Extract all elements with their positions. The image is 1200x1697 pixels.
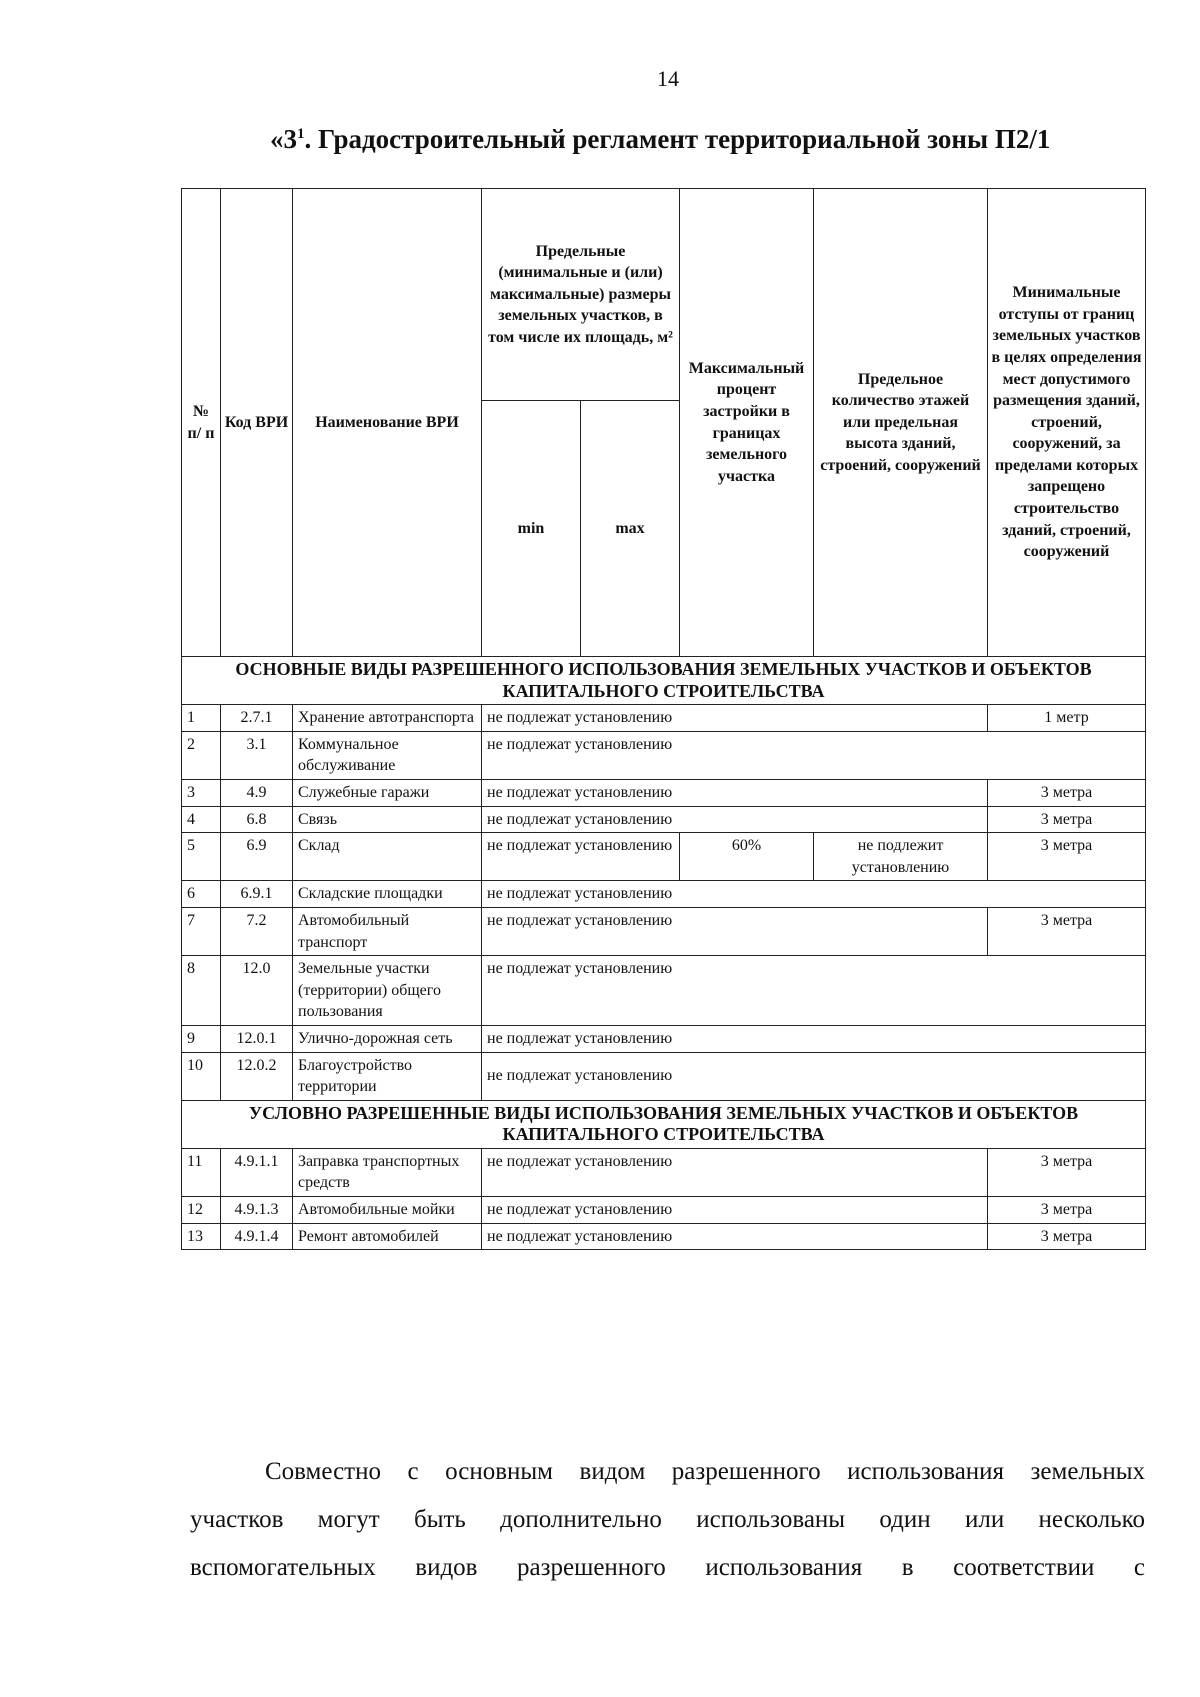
row-setback: 3 метра	[988, 833, 1146, 881]
page-number: 14	[657, 66, 679, 91]
row-code: 4.9.1.1	[221, 1148, 293, 1196]
table-row	[182, 907, 1146, 955]
row-name: Коммунальное обслуживание	[293, 731, 482, 779]
row-code: 3.1	[221, 731, 293, 779]
body-line-3: вспомогательных видов разрешенного использования в соответствии с	[190, 1554, 1145, 1581]
table-row	[182, 705, 1146, 732]
header-name: Наименование ВРИ	[293, 189, 482, 657]
table-row	[182, 1197, 1146, 1224]
heading-superscript: 1	[297, 126, 305, 142]
row-num: 5	[182, 833, 221, 881]
body-line-1: Совместно с основным видом разрешенного использования земельных	[265, 1458, 1145, 1485]
row-name: Склад	[293, 833, 482, 881]
row-percent: 60%	[680, 833, 814, 881]
row-value: не подлежат установлению	[482, 1197, 988, 1224]
row-value: не подлежат установлению	[482, 1148, 988, 1196]
regulation-table	[181, 188, 1146, 1250]
row-num: 4	[182, 806, 221, 833]
table-row	[182, 881, 1146, 908]
body-line-2: участков могут быть дополнительно использованы один или несколько	[190, 1506, 1145, 1533]
row-name: Хранение автотранспорта	[293, 705, 482, 732]
row-value: не подлежат установлению	[482, 806, 988, 833]
row-value: не подлежат установлению	[482, 1052, 1146, 1100]
row-value: не подлежат установлению	[482, 705, 988, 732]
table-row	[182, 833, 1146, 881]
header-num: № п/ п	[182, 189, 221, 657]
row-name: Ремонт автомобилей	[293, 1223, 482, 1250]
row-value: не подлежат установлению	[482, 881, 1146, 908]
row-num: 10	[182, 1052, 221, 1100]
row-name: Автомобильный транспорт	[293, 907, 482, 955]
row-num: 12	[182, 1197, 221, 1224]
row-code: 6.8	[221, 806, 293, 833]
table-row	[182, 1025, 1146, 1052]
section-main-uses: ОСНОВНЫЕ ВИДЫ РАЗРЕШЕННОГО ИСПОЛЬЗОВАНИЯ ЗЕМЕЛЬНЫХ УЧАСТКОВ И ОБЪЕКТОВ КАПИТАЛЬНОГО СТРОИТЕЛЬСТВА	[182, 657, 1146, 705]
row-num: 8	[182, 956, 221, 1026]
heading-text: . Градостроительный регламент территориальной зоны П2/1	[304, 124, 1051, 154]
header-code: Код ВРИ	[221, 189, 293, 657]
row-num: 3	[182, 779, 221, 806]
row-num: 6	[182, 881, 221, 908]
row-setback: 3 метра	[988, 806, 1146, 833]
row-name: Благоустройство территории	[293, 1052, 482, 1100]
row-value: не подлежат установлению	[482, 731, 1146, 779]
heading-prefix: «3	[270, 124, 297, 154]
row-floors: не подлежит установлению	[814, 833, 988, 881]
row-code: 12.0.2	[221, 1052, 293, 1100]
table-row	[182, 1223, 1146, 1250]
row-setback: 3 метра	[988, 907, 1146, 955]
row-num: 1	[182, 705, 221, 732]
row-num: 2	[182, 731, 221, 779]
table-row	[182, 1052, 1146, 1100]
row-code: 4.9.1.4	[221, 1223, 293, 1250]
row-value: не подлежат установлению	[482, 833, 680, 881]
row-num: 11	[182, 1148, 221, 1196]
row-setback: 3 метра	[988, 1223, 1146, 1250]
body-paragraph	[190, 1448, 1145, 1592]
row-code: 6.9	[221, 833, 293, 881]
row-num: 9	[182, 1025, 221, 1052]
section-conditional-uses: УСЛОВНО РАЗРЕШЕННЫЕ ВИДЫ ИСПОЛЬЗОВАНИЯ ЗЕМЕЛЬНЫХ УЧАСТКОВ И ОБЪЕКТОВ КАПИТАЛЬНОГО СТРОИТЕЛЬСТВА	[182, 1100, 1146, 1148]
row-name: Улично-дорожная сеть	[293, 1025, 482, 1052]
row-value: не подлежат установлению	[482, 1223, 988, 1250]
row-name: Служебные гаражи	[293, 779, 482, 806]
table-row	[182, 806, 1146, 833]
row-code: 12.0.1	[221, 1025, 293, 1052]
row-name: Автомобильные мойки	[293, 1197, 482, 1224]
row-code: 6.9.1	[221, 881, 293, 908]
row-setback: 1 метр	[988, 705, 1146, 732]
row-num: 7	[182, 907, 221, 955]
row-code: 2.7.1	[221, 705, 293, 732]
row-name: Земельные участки (территории) общего пользования	[293, 956, 482, 1026]
section-heading	[270, 124, 1050, 155]
header-setback: Минимальные отступы от границ земельных участков в целях определения мест допустимого размещения зданий, строений, сооружений, за пределами которых запрещено строительство зданий, строений, сооружений	[988, 189, 1146, 657]
table-row	[182, 956, 1146, 1026]
row-code: 4.9	[221, 779, 293, 806]
row-value: не подлежат установлению	[482, 907, 988, 955]
table-row	[182, 731, 1146, 779]
header-max: max	[581, 401, 680, 657]
row-code: 4.9.1.3	[221, 1197, 293, 1224]
row-name: Заправка транспортных средств	[293, 1148, 482, 1196]
row-value: не подлежат установлению	[482, 956, 1146, 1026]
row-value: не подлежат установлению	[482, 779, 988, 806]
header-min: min	[482, 401, 581, 657]
row-setback: 3 метра	[988, 1148, 1146, 1196]
header-limits: Предельные (минимальные и (или) максимальные) размеры земельных участков, в том числе их площадь, м²	[482, 189, 680, 401]
row-setback: 3 метра	[988, 1197, 1146, 1224]
row-setback: 3 метра	[988, 779, 1146, 806]
header-percent: Максимальный процент застройки в границах земельного участка	[680, 189, 814, 657]
row-num: 13	[182, 1223, 221, 1250]
table-row	[182, 1148, 1146, 1196]
row-code: 12.0	[221, 956, 293, 1026]
row-value: не подлежат установлению	[482, 1025, 1146, 1052]
row-name: Складские площадки	[293, 881, 482, 908]
row-name: Связь	[293, 806, 482, 833]
table-row	[182, 779, 1146, 806]
header-floors: Предельное количество этажей или предельная высота зданий, строений, сооружений	[814, 189, 988, 657]
row-code: 7.2	[221, 907, 293, 955]
